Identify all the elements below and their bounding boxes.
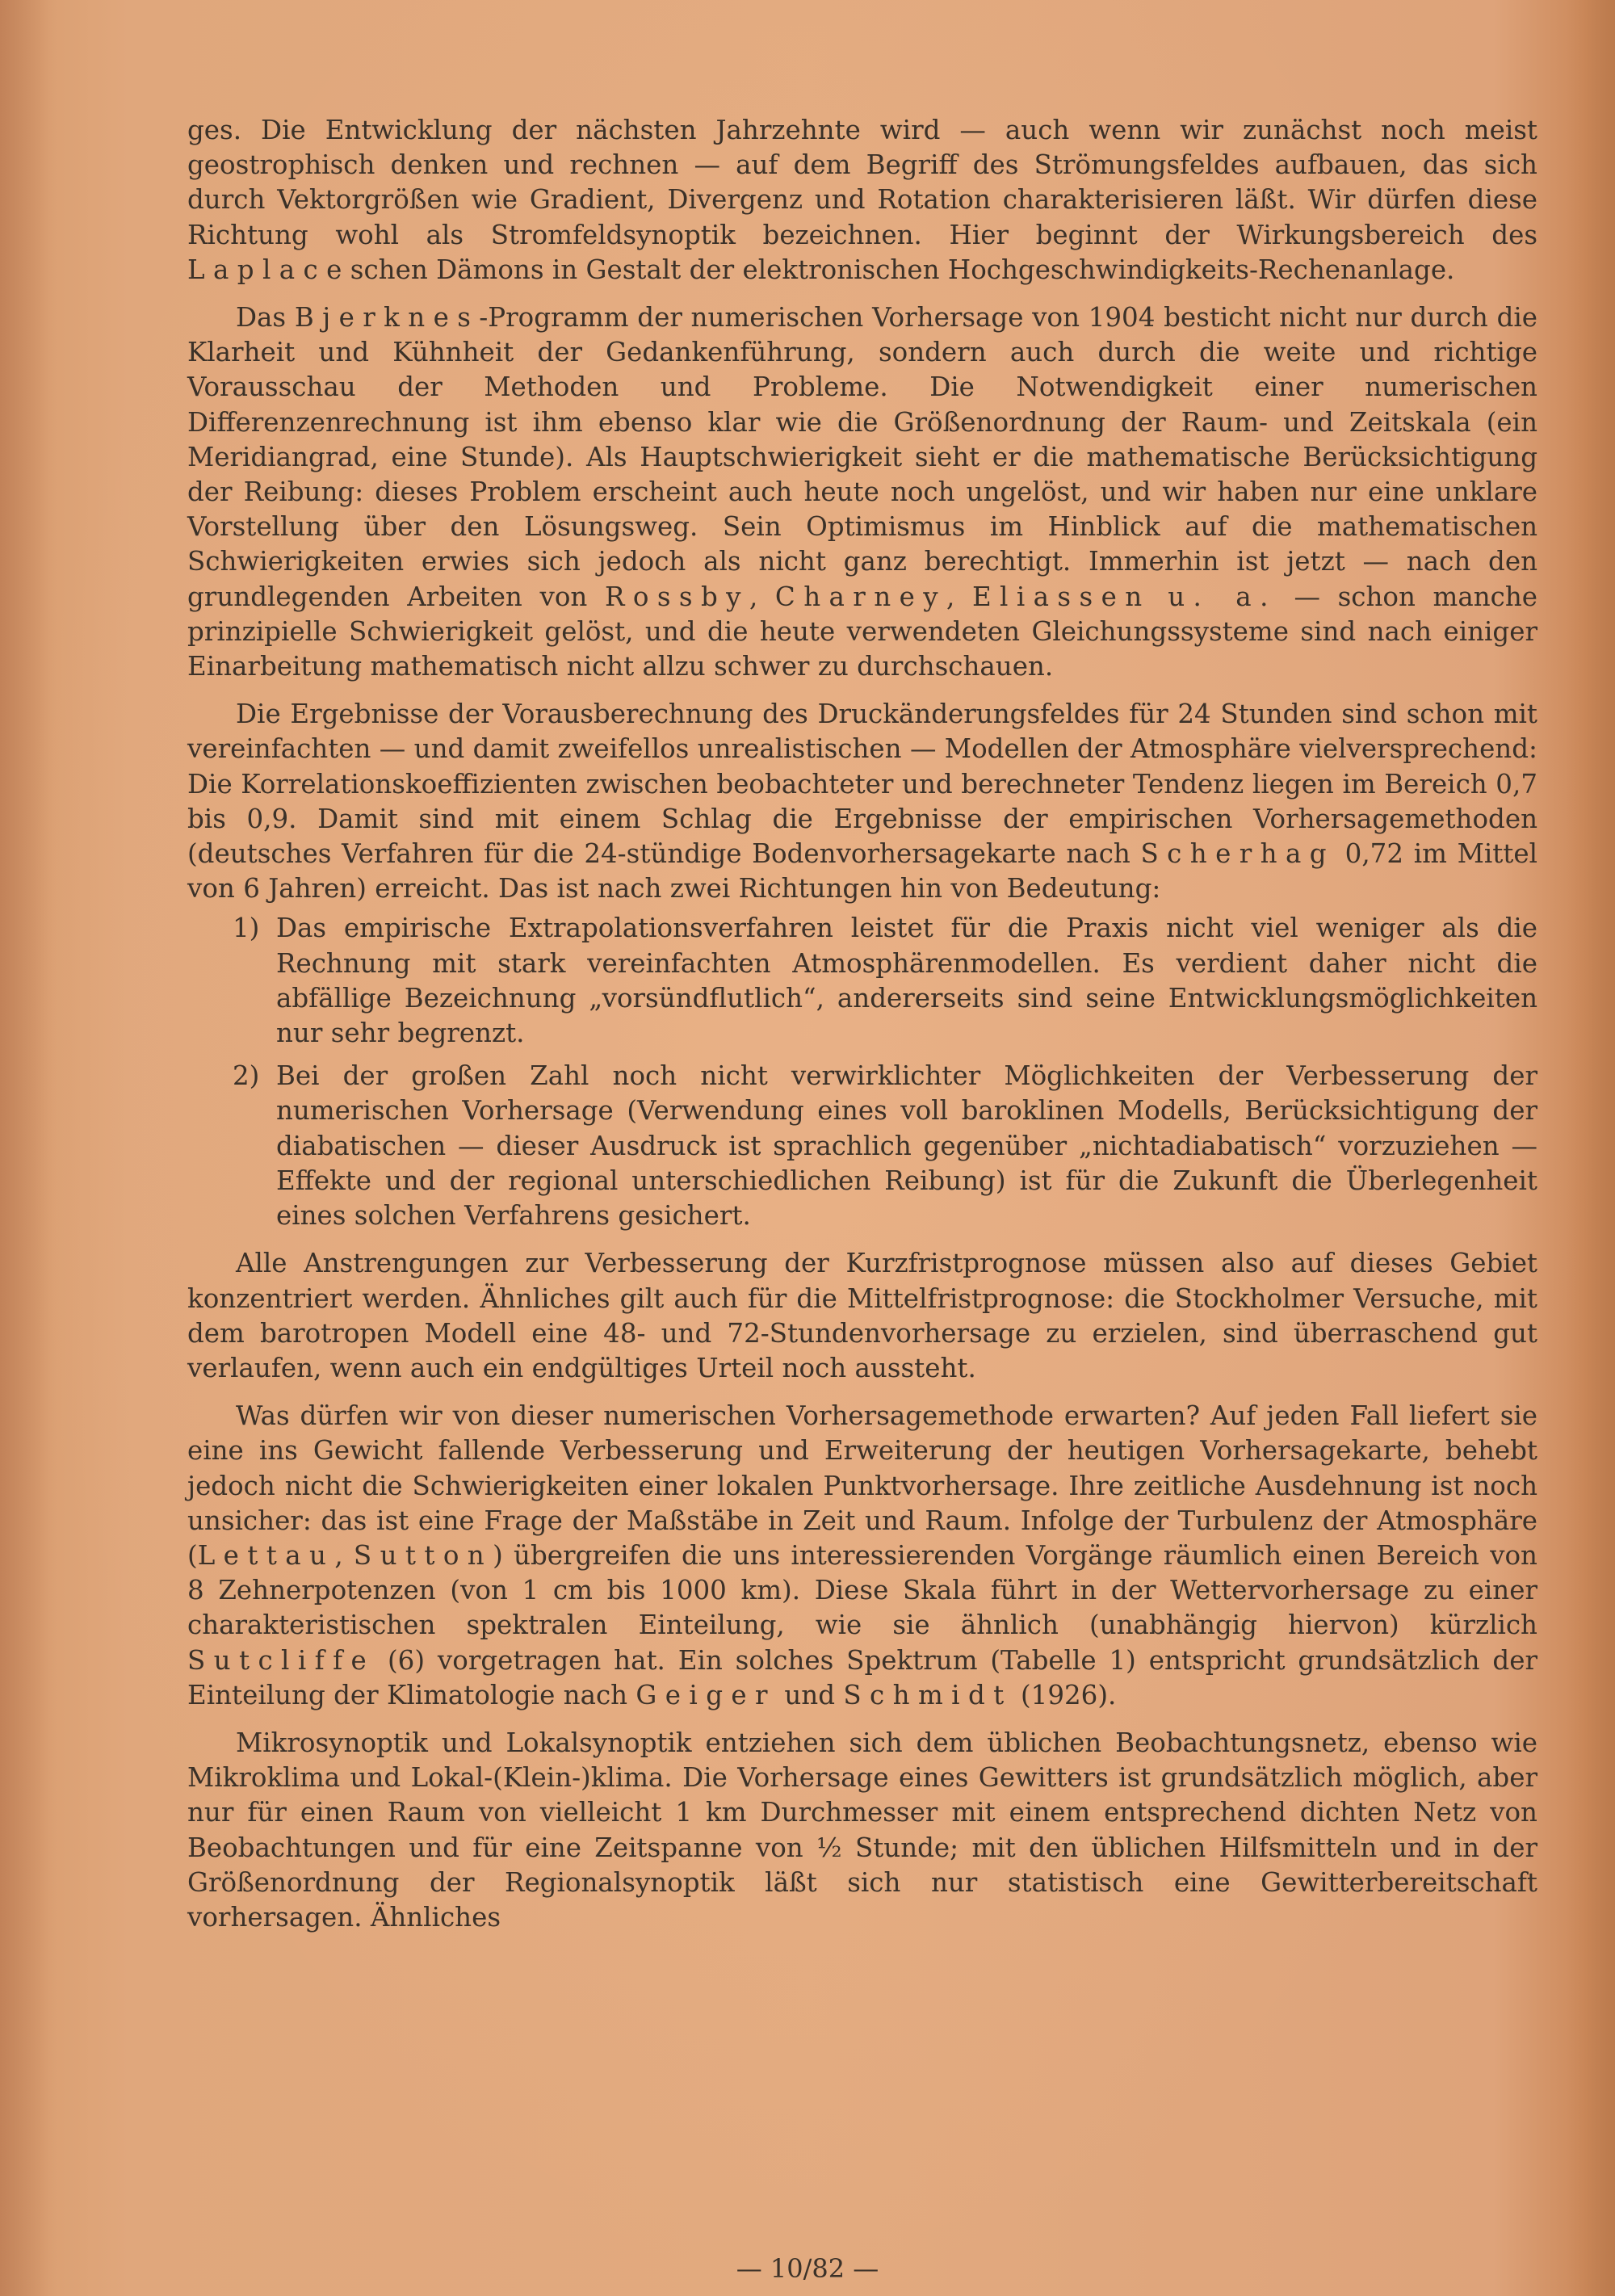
list-item (187, 911, 1537, 1051)
list-item-text: Bei der großen Zahl noch nicht verwirklichter Möglichkeiten der Verbesserung der numerischen Vorhersage (Verwendung eines voll baroklinen Modells, Berücksichtigung der diabatischen — dieser Ausdruck ist sprachlich gegenüber „nichtadiabatisch“ vorzuziehen — Effekte und der regional unterschiedlichen Reibung) ist für die Zukunft die Überlegenheit eines solchen Verfahrens gesichert. (276, 1060, 1537, 1232)
list-item-number: 1) (233, 913, 260, 944)
name-rossby: Rossby (604, 581, 749, 612)
list-item-number: 2) (233, 1060, 260, 1092)
paragraph-3: Die Ergebnisse der Vorausberechnung des Druckänderungsfeldes für 24 Stunden sind schon mit vereinfachten — und damit zweifellos unrealistischen — Modellen der Atmosphäre vielversprechend: Die Korrelationskoeffizienten zwischen beobachteter und berechneter Tendenz liegen im Bereich 0,7 bis 0,9. Damit sind mit einem Schlag die Ergebnisse der empirischen Vorhersagemethoden (deutsches Verfahren für die 24-stündige Bodenvorhersagekarte nach Scherhag 0,72 im Mittel von 6 Jahren) erreicht. Das ist nach zwei Richtungen hin von Bedeutung: (187, 699, 1537, 905)
name-scherhag: Scherhag (1140, 838, 1335, 870)
name-geiger: Geiger (636, 1679, 776, 1710)
page-number: — 10/82 — (736, 2253, 879, 2284)
paragraph-4: Alle Anstrengungen zur Verbesserung der Kurzfristprognose müssen also auf dieses Gebiet konzentriert werden. Ähnliches gilt auch für die Mittelfristprognose: die Stockholmer Versuche, mit dem barotropen Modell eine 48- und 72-Stundenvorhersage zu erzielen, sind überraschend gut verlaufen, wenn auch ein endgültiges Urteil noch aussteht. (187, 1248, 1537, 1383)
name-charney: Charney (774, 581, 946, 612)
body-text (187, 113, 1537, 1935)
paragraph-5: Was dürfen wir von dieser numerischen Vorhersagemethode erwarten? Auf jeden Fall liefert sie eine ins Gewicht fallende Verbesserung und Erweiterung der heutigen Vorhersagekarte, behebt jedoch nicht die Schwierigkeiten einer lokalen Punktvorhersage. Ihre zeitliche Ausdehnung ist noch unsicher: das ist eine Frage der Maßstäbe in Zeit und Raum. Infolge der Turbulenz der Atmosphäre (Lettau, Sutton) übergreifen die uns interessierenden Vorgänge räumlich einen Bereich von 8 Zehnerpotenzen (von 1 cm bis 1000 km). Diese Skala führt in der Wettervorhersage zu einer charakteristischen spektralen Einteilung, wie sie ähnlich (unabhängig hiervon) kürzlich Sutcliffe (6) vorgetragen hat. Ein solches Spektrum (Tabelle 1) entspricht grundsätzlich der Einteilung der Klimatologie nach Geiger und Schmidt (1926). (187, 1400, 1537, 1710)
paragraph-2: Das Bjerknes-Programm der numerischen Vorhersage von 1904 besticht nicht nur durch die Klarheit und Kühnheit der Gedankenführung, sondern auch durch die weite und richtige Vorausschau der Methoden und Probleme. Die Notwendigkeit einer numerischen Differenzenrechnung ist ihm ebenso klar wie die Größenordnung der Raum- und Zeitskala (ein Meridiangrad, eine Stunde). Als Hauptschwierigkeit sieht er die mathematische Berücksichtigung der Reibung: dieses Problem erscheint auch heute noch ungelöst, und wir haben nur eine unklare Vorstellung über den Lösungsweg. Sein Optimismus im Hinblick auf die mathematischen Schwierigkeiten erwies sich jedoch als nicht ganz berechtigt. Immerhin ist jetzt — nach den grundlegenden Arbeiten von Rossby, Charney, Eliassen u. a. — schon manche prinzipielle Schwierigkeit gelöst, und die heute verwendeten Gleichungssysteme sind nach einiger Einarbeitung mathematisch nicht allzu schwer zu durchschauen. (187, 302, 1537, 682)
name-sutcliffe: Sutcliffe (187, 1644, 375, 1676)
name-laplace: Laplace (187, 254, 350, 285)
name-eliassen: Eliassen (971, 581, 1151, 612)
abbr-u-a: u. a. (1168, 581, 1277, 612)
name-sutton: Sutton (353, 1539, 493, 1571)
name-bjerknes: Bjerknes (294, 302, 480, 334)
page-edge-shadow-left (0, 0, 57, 2296)
list-item-text: Das empirische Extrapolationsverfahren leistet für die Praxis nicht viel weniger als die Rechnung mit stark vereinfachten Atmosphärenmodellen. Es verdient daher nicht die abfällige Bezeichnung „vorsündflutlich“, andererseits sind seine Entwicklungsmöglichkeiten nur sehr begrenzt. (276, 913, 1537, 1049)
numbered-list (187, 911, 1537, 1233)
name-lettau: Lettau (197, 1539, 335, 1571)
page-edge-shadow-right (1567, 0, 1615, 2296)
name-schmidt: Schmidt (843, 1679, 1013, 1710)
paragraph-1: ges. Die Entwicklung der nächsten Jahrzehnte wird — auch wenn wir zunächst noch meist geostrophisch denken und rechnen — auf dem Begriff des Strömungsfeldes aufbauen, das sich durch Vektorgrößen wie Gradient, Divergenz und Rotation charakterisieren läßt. Wir dürfen diese Richtung wohl als Stromfeldsynoptik bezeichnen. Hier beginnt der Wirkungsbereich des Laplaceschen Dämons in Gestalt der elektronischen Hochgeschwindigkeits-Rechenanlage. (187, 115, 1537, 285)
list-item (187, 1059, 1537, 1233)
paragraph-6: Mikrosynoptik und Lokalsynoptik entziehen sich dem üblichen Beobachtungsnetz, ebenso wie Mikroklima und Lokal-(Klein-)klima. Die Vorhersage eines Gewitters ist grundsätzlich möglich, aber nur für einen Raum von vielleicht 1 km Durchmesser mit einem entsprechend dichten Netz von Beobachtungen und für eine Zeitspanne von ½ Stunde; mit den üblichen Hilfsmitteln und in der Größenordnung der Regionalsynoptik läßt sich nur statistisch eine Gewitterbereitschaft vorhersagen. Ähnliches (187, 1727, 1537, 1933)
